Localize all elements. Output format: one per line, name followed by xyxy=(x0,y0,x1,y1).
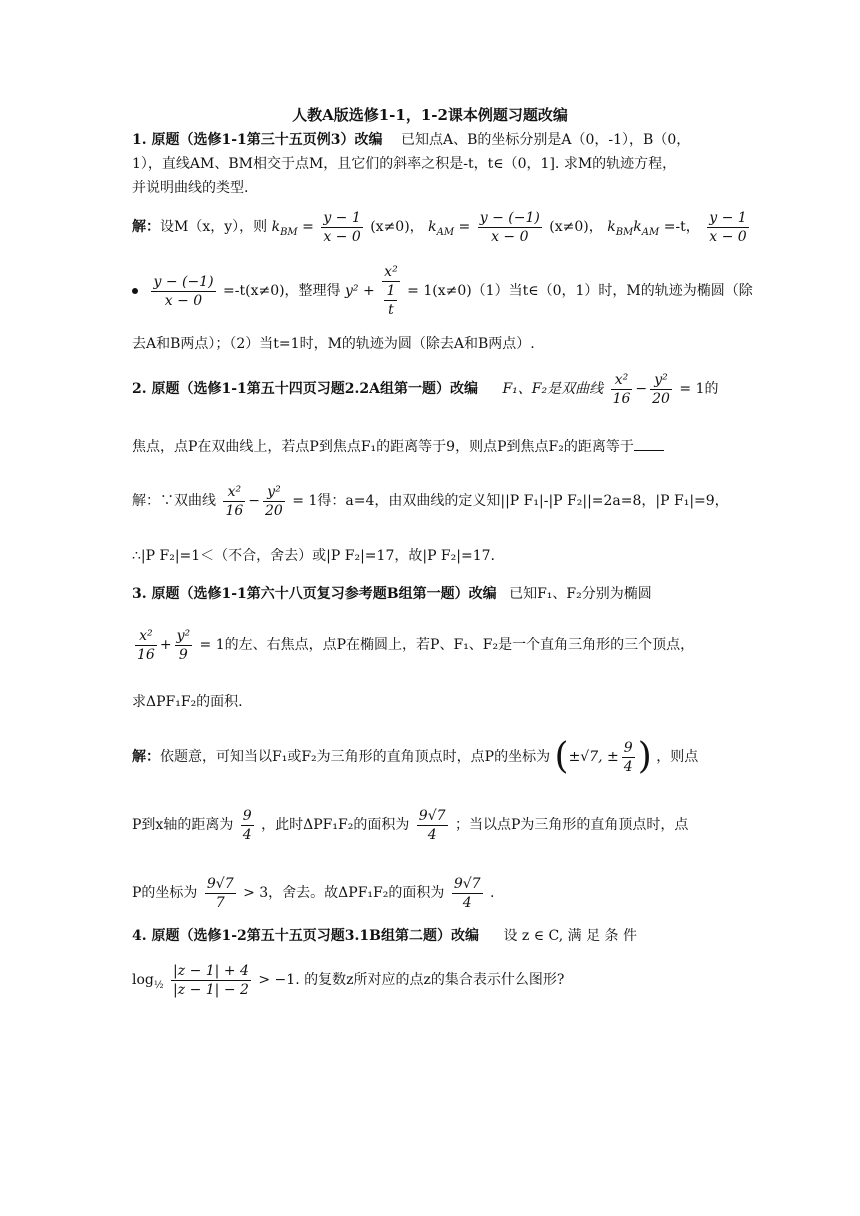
problem-1-solution-line-1: 解：设M（x，y），则 $k_{BM}$ = $\frac{y - 1}{x - 0}$ (x≠0)， $k_{AM}$ = $\frac{y - (-1)}{x - 0}$ (x≠0)， $k_{BM}k_{AM} =-t$， $\frac{y - 1}{x - 0}$ xyxy=(132,209,747,245)
problem-3-solution-line-3: P的坐标为 $\frac{9√7}{7}$ > 3，舍去。故ΔPF₁F₂的面积为 $\frac{9√7}{4}$ . xyxy=(132,875,495,911)
fraction: $\frac{\text{x²}}{16}$ xyxy=(137,627,155,663)
bullet-icon xyxy=(132,288,138,294)
problem-2-heading: 2. 原题（选修1-1第五十四页习题2.2A组第一题）改编 xyxy=(132,381,478,397)
answer-blank[interactable] xyxy=(634,436,664,451)
problem-1-heading: 1. 原题（选修1-1第三十五页例3）改编 xyxy=(132,132,383,148)
problem-3-line-1: 3. 原题（选修1-1第六十八页复习参考题B组第一题）改编 已知F₁、F₂分别为椭圆 xyxy=(132,586,652,602)
fraction: $\frac{y - (-1)}{x - 0}$ xyxy=(479,209,540,245)
fraction: $\frac{9}{4}$ xyxy=(242,807,252,843)
problem-3-line-3: 求ΔPF₁F₂的面积. xyxy=(132,694,243,710)
fraction: $\frac{\text{x²}}{16}$ xyxy=(225,483,244,519)
fraction: $\frac{\text{y²}}{20}$ xyxy=(265,483,283,519)
problem-2-solution-line-2: ∴|P F₂|=1＜（不合，舍去）或|P F₂|=17，故|P F₂|=17. xyxy=(132,548,495,564)
fraction: $\frac{y - 1}{x - 0}$ xyxy=(709,209,747,245)
problem-3-solution-line-2: P到x轴的距离为 $\frac{9}{4}$ ，此时ΔPF₁F₂的面积为 $\frac{9√7}{4}$ ；当以点P为三角形的直角顶点时，点 xyxy=(132,807,689,843)
problem-3-heading: 3. 原题（选修1-1第六十八页复习参考题B组第一题）改编 xyxy=(132,586,497,602)
fraction: $\frac{\text{x²}}{\frac{1}{t}}$ xyxy=(384,264,398,318)
problem-3-solution-line-1: 解：依题意，可知当以F₁或F₂为三角形的直角顶点时，点P的坐标为 (±√7, ± $\frac{9}{4}$ ) ，则点 xyxy=(132,736,699,777)
fraction: $\frac{9√7}{4}$ xyxy=(453,875,481,911)
fraction: $\frac{|z - 1| + 4}{|z - 1| - 2}$ xyxy=(173,962,249,998)
problem-1-line-1: 1. 原题（选修1-1第三十五页例3）改编 已知点A、B的坐标分别是A（0，-1），B（0， xyxy=(132,132,691,148)
problem-1-line-2: 1），直线AM、BM相交于点M，且它们的斜率之积是-t，t∈（0，1]. 求M的轨迹方程， xyxy=(132,156,677,172)
page-title: 人教A版选修1-1，1-2课本例题习题改编 xyxy=(292,106,568,124)
fraction: $\frac{\text{x²}}{16}$ xyxy=(612,371,631,407)
problem-3-line-2: $\frac{\text{x²}}{16}$ + $\frac{\text{y²}}{9}$ = 1的左、右焦点，点P在椭圆上，若P、F₁、F₂是一个直角三角形的三个顶点， xyxy=(137,627,695,663)
problem-4-heading: 4. 原题（选修1-2第五十五页习题3.1B组第二题）改编 xyxy=(132,928,479,944)
problem-2-line-2: 焦点，点P在双曲线上，若点P到焦点F₁的距离等于9，则点P到焦点F₂的距离等于 xyxy=(132,436,732,457)
fraction: $\frac{9√7}{7}$ xyxy=(206,875,234,911)
fraction: $\frac{\text{y²}}{9}$ xyxy=(176,627,191,663)
problem-4-line-2: $\log_{\frac{1}{2}}$ $\frac{|z - 1| + 4}{|z - 1| - 2}$ > −1. 的复数z所对应的点z的集合表示什么图形? xyxy=(132,962,565,998)
problem-1-solution-line-2: $\frac{y - (-1)}{x - 0}$ =-t(x≠0)，整理得 y² + $\frac{\text{x²}}{\frac{1}{t}}$ = 1(x≠0)（1）当t∈（0，1）时，M的轨迹为椭圆（除 xyxy=(132,262,732,320)
fraction: $\frac{y - 1}{x - 0}$ xyxy=(323,209,361,245)
problem-4-line-1: 4. 原题（选修1-2第五十五页习题3.1B组第二题）改编 设 z ∈ C, 满 足 条 件 xyxy=(132,928,637,944)
problem-1-line-3: 并说明曲线的类型. xyxy=(132,180,249,196)
problem-1-solution-line-3: 去A和B两点）；（2）当t=1时，M的轨迹为圆（除去A和B两点）. xyxy=(132,336,535,352)
fraction: $\frac{9}{4}$ xyxy=(623,739,633,775)
fraction: $\frac{9√7}{4}$ xyxy=(418,807,446,843)
problem-2-solution-line-1: 解：∵双曲线 $\frac{\text{x²}}{16}$ − $\frac{\text{y²}}{20}$ = 1得：a=4，由双曲线的定义知||P F₁|-|P F₂||=2a=8，|P F₁|=9， xyxy=(132,483,729,519)
problem-2-line-1: 2. 原题（选修1-1第五十四页习题2.2A组第一题）改编 F₁、F₂是双曲线 $\frac{\text{x²}}{16}$ − $\frac{\text{y²}}{20}$ = 1的 xyxy=(132,371,719,407)
fraction: $\frac{y - (-1)}{x - 0}$ xyxy=(153,273,214,309)
fraction: $\frac{\text{y²}}{20}$ xyxy=(652,371,670,407)
